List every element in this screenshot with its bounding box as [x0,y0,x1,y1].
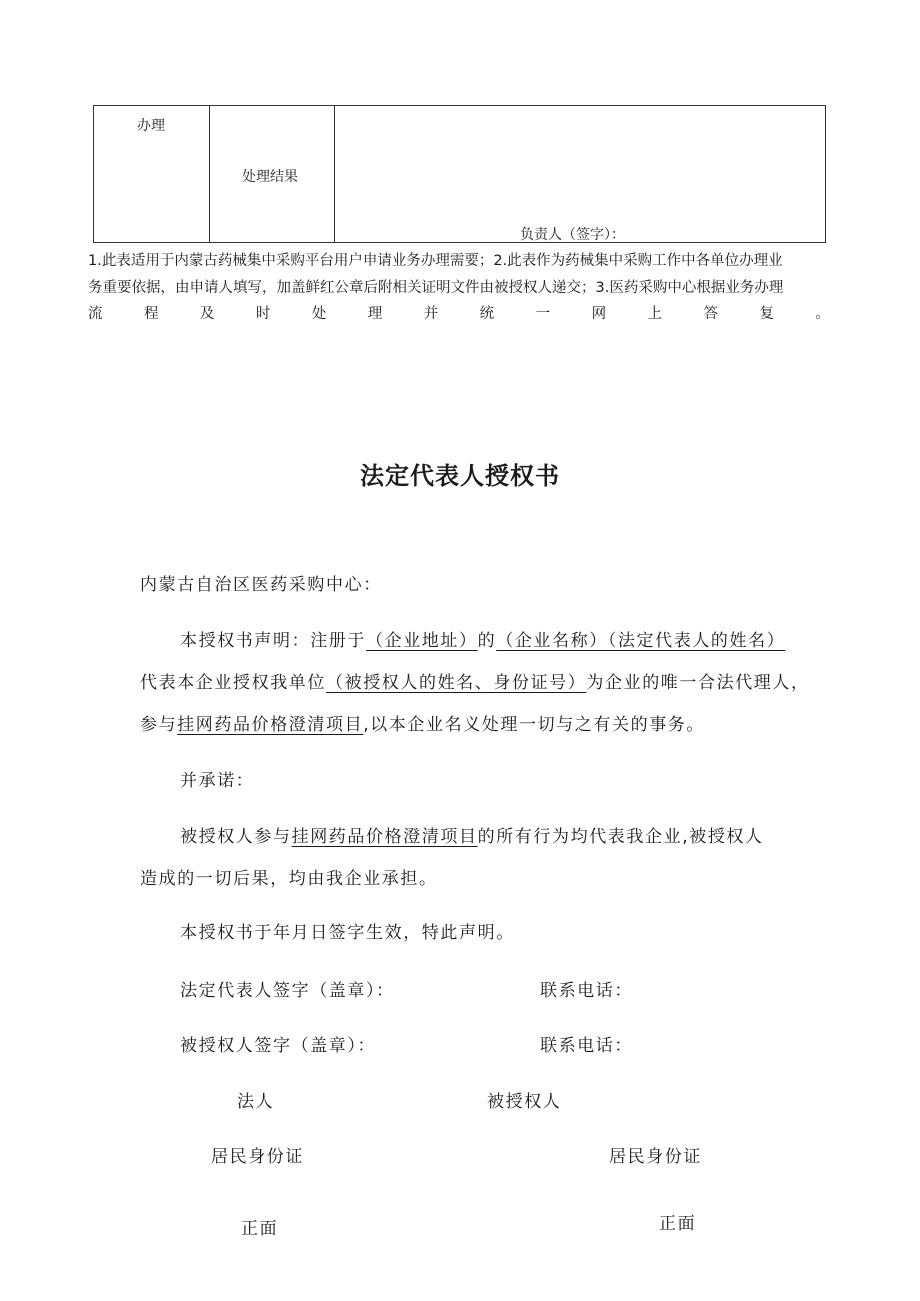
row-label-cell [94,106,210,243]
paragraph-1-line-1 [180,626,785,651]
notes-char: 处 [311,306,327,322]
notes-char: 复 [759,306,774,322]
notes-char: 流 [88,306,103,322]
authorized-signature-label: 被授权人签字（盖章）： [180,1036,377,1056]
notes-char: 上 [647,306,663,322]
project-name-blank-2: 挂网药品价格澄清项目 [291,827,478,847]
result-value-cell [335,106,826,243]
row-label: 办理 [137,118,165,134]
id-card-front-left-label: 正面 [241,1219,279,1239]
authorized-person-label: 被授权人 [487,1092,562,1112]
notes-char: 并 [423,306,439,322]
notes-line-2: 务重要依据，由申请人填写，加盖鲜红公章后附相关证明文件由被授权人递交；3.医药采购中心根据业务办理 [88,280,784,296]
p3-text-a: 参与 [140,715,178,735]
paragraph-1-line-2 [140,668,810,693]
authorized-phone-label: 联系电话： [540,1036,633,1056]
p1-text-b: 的 [477,631,497,651]
id-card-right-label: 居民身份证 [609,1147,702,1167]
notes-line-3 [88,302,830,323]
company-address-blank: （企业地址） [366,631,478,651]
p2-text-a: 代表本企业授权我单位 [140,673,326,693]
notes-char: 。 [815,306,830,322]
notes-char: 时 [255,306,271,322]
company-name-blank: （企业名称）（法定代表人的姓名） [496,631,786,651]
p4-text-b: 的所有行为均代表我企业,被授权人 [477,827,764,847]
effective-statement: 本授权书于年月日签字生效，特此声明。 [180,923,515,943]
notes-char: 理 [367,306,383,322]
notes-char: 程 [143,306,159,322]
promise-heading: 并承诺： [180,771,255,791]
p2-text-b: 为企业的唯一合法代理人， [586,673,810,693]
p1-text-a: 本授权书声明：注册于 [180,631,366,651]
notes-char: 网 [591,306,607,322]
legal-rep-signature-label: 法定代表人签字（盖章）： [180,981,395,1001]
paragraph-2-line-1 [180,822,764,847]
addressee: 内蒙古自治区医药采购中心： [140,575,382,595]
project-name-blank: 挂网药品价格澄清项目 [177,715,364,735]
p3-text-b: ,以本企业名义处理一切与之有关的事务。 [363,715,706,735]
result-label: 处理结果 [242,169,298,185]
paragraph-2-line-2: 造成的一切后果，均由我企业承担。 [140,869,438,889]
paragraph-1-line-3 [140,710,705,735]
notes-char: 及 [199,306,215,322]
p4-text-a: 被授权人参与 [180,827,292,847]
application-form-table [93,105,826,243]
notes-char: 答 [703,306,718,322]
legal-rep-phone-label: 联系电话： [540,981,633,1001]
id-card-left-label: 居民身份证 [211,1147,304,1167]
id-card-front-right-label: 正面 [659,1214,697,1234]
result-label-cell [210,106,335,243]
authorized-person-blank: （被授权人的姓名、身份证号） [326,673,587,693]
signature-label: 负责人（签字）： [520,227,625,243]
notes-char: 一 [535,306,551,322]
legal-person-label: 法人 [237,1092,275,1112]
form-notes [88,248,830,302]
notes-char: 统 [479,306,495,322]
document-title: 法定代表人授权书 [360,462,560,490]
notes-line-1: 1.此表适用于内蒙古药械集中采购平台用户申请业务办理需要；2.此表作为药械集中采购工作中各单位办理业 [88,253,783,269]
